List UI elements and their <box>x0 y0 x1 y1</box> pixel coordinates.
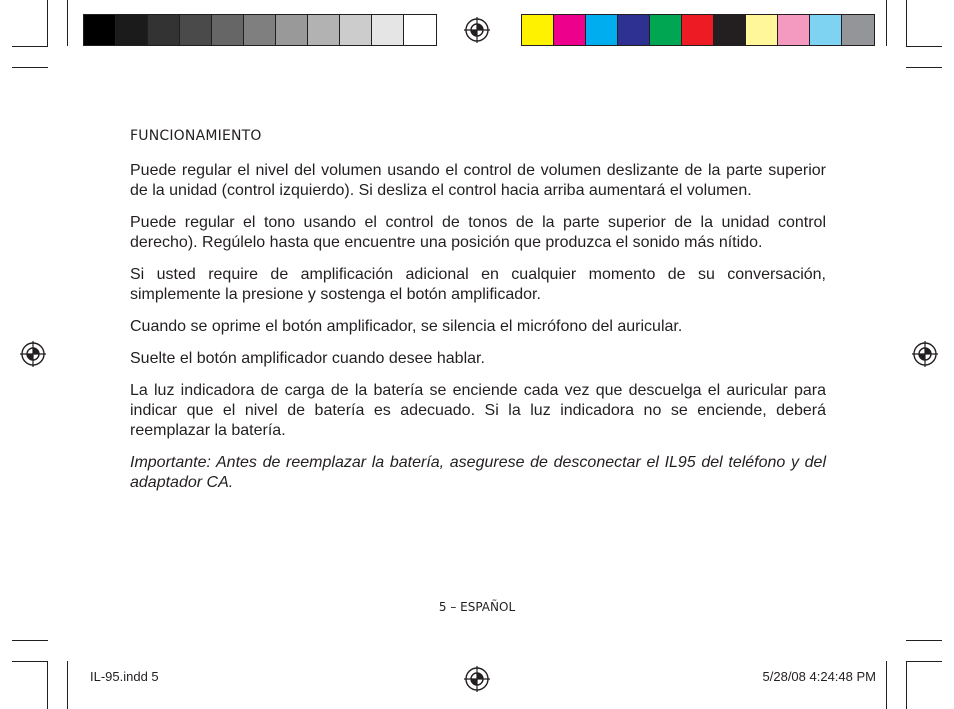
paragraph-release: Suelte el botón amplificador cuando desee hablar. <box>130 350 485 367</box>
crop-mark-top-left-h <box>12 46 48 47</box>
crop-mark-top-right-v2 <box>906 0 907 46</box>
process-color-swatch <box>810 15 842 45</box>
crop-mark-bottom-right-v <box>886 661 887 709</box>
grayscale-swatch <box>148 15 180 45</box>
grayscale-swatch <box>116 15 148 45</box>
crop-mark-bottom-left-v <box>47 661 48 709</box>
process-color-bar <box>521 14 875 46</box>
registration-mark-left-icon <box>20 341 46 367</box>
crop-mark-bottom-right-h <box>906 640 942 641</box>
grayscale-swatch <box>276 15 308 45</box>
process-color-swatch <box>586 15 618 45</box>
process-color-swatch <box>778 15 810 45</box>
registration-mark-bottom-icon <box>464 666 490 692</box>
registration-mark-top-icon <box>464 17 490 43</box>
grayscale-swatch <box>340 15 372 45</box>
crop-mark-bottom-left-v2 <box>67 661 68 709</box>
slug-filename: IL-95.indd 5 <box>90 669 159 684</box>
process-color-swatch <box>554 15 586 45</box>
crop-mark-bottom-left-h <box>12 640 48 641</box>
paragraph-battery: La luz indicadora de carga de la batería se enciende cada vez que descuelga el auricular para indicar que el nivel de batería es adecuado. Si la luz indicadora no se enciende, deberá reemplazar la batería. <box>130 382 826 439</box>
process-color-swatch <box>842 15 874 45</box>
important-note: Importante: Antes de reemplazar la batería, asegurese de desconectar el IL95 del teléfono y del adaptador CA. <box>130 454 826 491</box>
grayscale-swatch <box>308 15 340 45</box>
paragraph-mute: Cuando se oprime el botón amplificador, se silencia el micrófono del auricular. <box>130 318 683 335</box>
process-color-swatch <box>650 15 682 45</box>
grayscale-swatch <box>244 15 276 45</box>
crop-mark-bottom-left-h2 <box>12 661 48 662</box>
grayscale-swatch <box>180 15 212 45</box>
grayscale-swatch <box>372 15 404 45</box>
crop-mark-top-right-h <box>906 46 942 47</box>
grayscale-swatch <box>212 15 244 45</box>
slug-datetime: 5/28/08 4:24:48 PM <box>762 669 876 684</box>
crop-mark-top-right-v <box>886 0 887 46</box>
grayscale-color-bar <box>83 14 437 46</box>
page-number: 5 – ESPAÑOL <box>438 600 516 614</box>
crop-mark-top-left-h2 <box>12 67 48 68</box>
paragraph-tone: Puede regular el tono usando el control de tonos de la parte superior de la unidad control derecho). Regúlelo hasta que encuentre una posición que produzca el sonido más nítido. <box>130 214 826 251</box>
crop-mark-bottom-right-h2 <box>906 661 942 662</box>
crop-mark-top-right-h2 <box>906 67 942 68</box>
registration-mark-right-icon <box>912 341 938 367</box>
process-color-swatch <box>746 15 778 45</box>
crop-mark-top-left-v <box>47 0 48 46</box>
grayscale-swatch <box>404 15 436 45</box>
process-color-swatch <box>682 15 714 45</box>
process-color-swatch <box>522 15 554 45</box>
crop-mark-bottom-right-v2 <box>906 661 907 709</box>
paragraph-volume: Puede regular el nivel del volumen usando el control de volumen deslizante de la parte superior de la unidad (control izquierdo). Si desliza el control hacia arriba aumentará el volumen. <box>130 162 826 199</box>
process-color-swatch <box>714 15 746 45</box>
process-color-swatch <box>618 15 650 45</box>
body-text <box>130 161 826 505</box>
section-heading: FUNCIONAMIENTO <box>130 128 262 144</box>
crop-mark-top-left-v2 <box>67 0 68 46</box>
paragraph-amplification: Si usted require de amplificación adicional en cualquier momento de su conversación, simplemente la presione y sostenga el botón amplificador. <box>130 266 826 303</box>
grayscale-swatch <box>84 15 116 45</box>
